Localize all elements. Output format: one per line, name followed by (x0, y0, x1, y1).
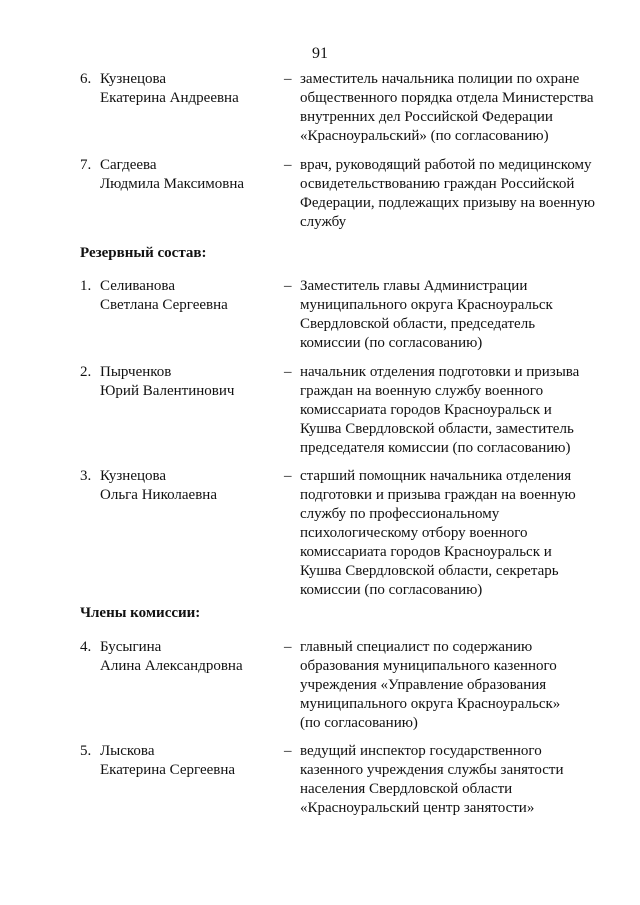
dash-separator: – (284, 639, 292, 655)
section-heading-reserve: Резервный состав: (80, 245, 207, 261)
description-line: муниципального округа Красноуральск (300, 297, 553, 313)
dash-separator: – (284, 364, 292, 380)
description-line: внутренних дел Российской Федерации (300, 109, 553, 125)
position-description (300, 467, 610, 600)
description-line: комиссариата городов Красноуральск и (300, 544, 552, 560)
position-description (300, 638, 610, 733)
description-line: Кушва Свердловской области, секретарь (300, 563, 559, 579)
position-description (300, 70, 610, 146)
surname: Сагдеева (100, 157, 157, 173)
description-line: Федерации, подлежащих призыву на военную (300, 195, 595, 211)
description-line: муниципального округа Красноуральск» (300, 696, 561, 712)
surname: Кузнецова (100, 468, 167, 484)
position-description (300, 156, 610, 232)
surname: Кузнецова (100, 71, 167, 87)
position-description (300, 742, 610, 818)
position-description (300, 277, 610, 353)
dash-separator: – (284, 468, 292, 484)
person-name (100, 363, 280, 401)
surname: Пырченков (100, 364, 172, 380)
item-number: 6. (80, 71, 92, 87)
description-line: службу (300, 214, 347, 230)
person-name (100, 638, 280, 676)
description-line: Свердловской области, председатель (300, 316, 536, 332)
given-name: Екатерина Сергеевна (100, 762, 236, 778)
description-line: председателя комиссии (по согласованию) (300, 440, 571, 456)
description-line: врач, руководящий работой по медицинскому (300, 157, 592, 173)
given-name: Ольга Николаевна (100, 487, 217, 503)
section-heading-members: Члены комиссии: (80, 605, 201, 621)
description-line: Заместитель главы Администрации (300, 278, 528, 294)
description-line: населения Свердловской области (300, 781, 513, 797)
dash-separator: – (284, 743, 292, 759)
surname: Бусыгина (100, 639, 162, 655)
item-number: 5. (80, 743, 92, 759)
item-number: 2. (80, 364, 92, 380)
description-line: начальник отделения подготовки и призыва (300, 364, 580, 380)
description-line: «Красноуральский» (по согласованию) (300, 128, 549, 144)
dash-separator: – (284, 71, 292, 87)
description-line: Кушва Свердловской области, заместитель (300, 421, 574, 437)
description-line: общественного порядка отдела Министерства (300, 90, 594, 106)
page-number: 91 (312, 45, 328, 62)
person-name (100, 156, 280, 194)
dash-separator: – (284, 157, 292, 173)
item-number: 4. (80, 639, 92, 655)
description-line: комиссии (по согласованию) (300, 335, 483, 351)
item-number: 7. (80, 157, 92, 173)
description-line: освидетельствованию граждан Российской (300, 176, 575, 192)
description-line: главный специалист по содержанию (300, 639, 533, 655)
given-name: Екатерина Андреевна (100, 90, 239, 106)
description-line: (по согласованию) (300, 715, 418, 731)
item-number: 3. (80, 468, 92, 484)
description-line: «Красноуральский центр занятости» (300, 800, 535, 816)
given-name: Людмила Максимовна (100, 176, 245, 192)
description-line: граждан на военную службу военного (300, 383, 544, 399)
surname: Селиванова (100, 278, 175, 294)
person-name (100, 277, 280, 315)
surname: Лыскова (100, 743, 155, 759)
description-line: комиссии (по согласованию) (300, 582, 483, 598)
description-line: подготовки и призыва граждан на военную (300, 487, 576, 503)
description-line: комиссариата городов Красноуральск и (300, 402, 552, 418)
given-name: Юрий Валентинович (100, 383, 235, 399)
description-line: психологическому отбору военного (300, 525, 528, 541)
item-number: 1. (80, 278, 92, 294)
description-line: казенного учреждения службы занятости (300, 762, 564, 778)
given-name: Алина Александровна (100, 658, 243, 674)
dash-separator: – (284, 278, 292, 294)
description-line: службу по профессиональному (300, 506, 500, 522)
person-name (100, 467, 280, 505)
person-name (100, 742, 280, 780)
person-name (100, 70, 280, 108)
description-line: образования муниципального казенного (300, 658, 557, 674)
position-description (300, 363, 610, 458)
description-line: старший помощник начальника отделения (300, 468, 572, 484)
description-line: учреждения «Управление образования (300, 677, 547, 693)
description-line: заместитель начальника полиции по охране (300, 71, 580, 87)
description-line: ведущий инспектор государственного (300, 743, 542, 759)
given-name: Светлана Сергеевна (100, 297, 228, 313)
